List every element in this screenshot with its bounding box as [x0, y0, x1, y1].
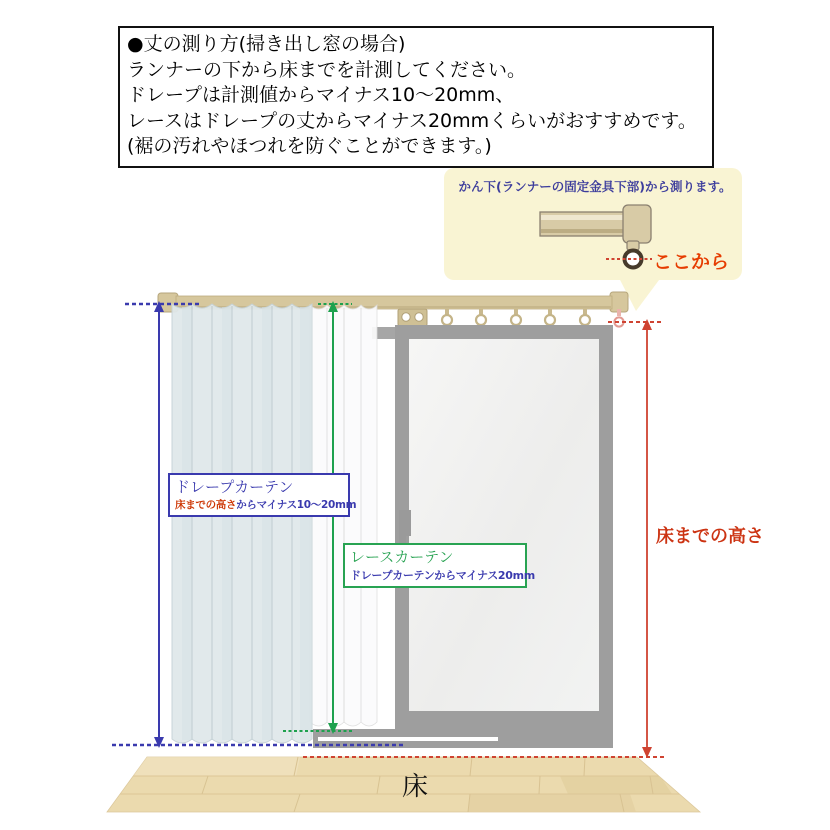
window-glass [409, 339, 599, 711]
lace-curtain-label [343, 543, 535, 588]
instruction-line: (裾の汚れやほつれを防ぐことができます。) [127, 135, 492, 157]
window-sill-rail [318, 737, 498, 741]
instruction-line: ドレープは計測値からマイナス10〜20mm、 [127, 84, 515, 106]
runner-icons [442, 309, 590, 325]
arrow-down-drape [154, 737, 164, 748]
instruction-box [118, 26, 714, 168]
drape-label-title: ドレープカーテン [175, 478, 294, 496]
drape-curtain [172, 304, 312, 743]
instruction-line: ランナーの下から床までを計測してください。 [127, 58, 527, 81]
instruction-title: ●丈の測り方(掃き出し窓の場合) [127, 33, 406, 55]
instruction-line: レースはドレープの丈からマイナス20mmくらいがおすすめです。 [127, 109, 697, 132]
floor-height-label: 床までの高さ [656, 526, 764, 547]
drape-curtain-label [168, 473, 357, 517]
callout-ring-icon [625, 251, 642, 268]
callout-text: かん下(ランナーの固定金具下部)から測ります。 [458, 179, 732, 194]
arrow-up-floor [642, 319, 652, 330]
window-handle [399, 510, 411, 536]
callout-pointer-label: ここから [653, 251, 730, 273]
floor-label: 床 [401, 772, 428, 802]
drape-label-note: 床までの高さからマイナス10〜20mm [175, 499, 357, 511]
lace-label-title: レースカーテン [350, 548, 454, 566]
arrow-down-floor [642, 747, 652, 758]
rail-bracket-icon [398, 309, 427, 326]
lace-label-note: ドレープカーテンからマイナス20mm [350, 569, 535, 582]
